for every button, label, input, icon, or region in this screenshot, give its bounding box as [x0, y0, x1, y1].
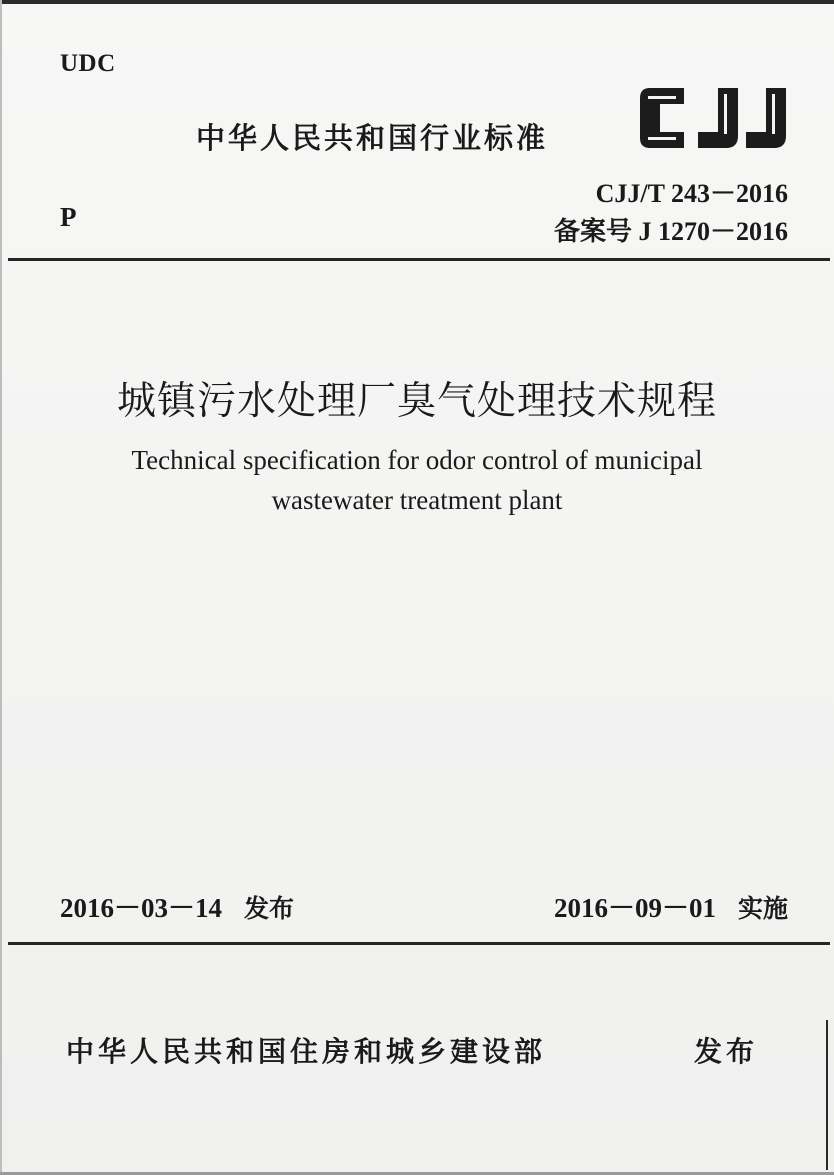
english-title-line-1: Technical specification for odor control of municipal	[131, 445, 703, 475]
standard-number: CJJ/T 243－2016	[595, 179, 788, 208]
effective-label: 实施	[737, 894, 788, 923]
cjj-logo	[636, 80, 792, 156]
right-scan-edge	[826, 1020, 828, 1170]
effective-date-block	[554, 886, 788, 925]
issue-label: 发布	[244, 894, 295, 923]
publisher-name: 中华人民共和国住房和城乡建设部	[66, 1035, 547, 1068]
cjj-logo-mark	[636, 80, 792, 156]
cjj-logo-letter-j-1	[698, 88, 738, 148]
effective-date: 2016－09－01	[553, 893, 716, 923]
dates-divider	[8, 942, 830, 945]
udc-label: UDC	[60, 50, 116, 77]
left-scan-edge	[0, 0, 2, 1175]
cjj-logo-letter-j-2	[746, 88, 786, 148]
document-title-chinese: 城镇污水处理厂臭气处理技术规程	[116, 379, 717, 424]
english-title-line-2: wastewater treatment plant	[271, 485, 563, 515]
record-number: 备案号 J 1270－2016	[553, 217, 788, 246]
issue-date-block	[60, 886, 294, 925]
document-title-english	[0, 440, 834, 520]
publish-label: 发布	[693, 1035, 758, 1068]
top-scan-edge	[0, 0, 834, 4]
classification-code: P	[60, 202, 77, 232]
header-divider	[8, 258, 830, 261]
issue-date: 2016－03－14	[60, 893, 222, 923]
industry-standard-title: 中华人民共和国行业标准	[196, 121, 549, 155]
